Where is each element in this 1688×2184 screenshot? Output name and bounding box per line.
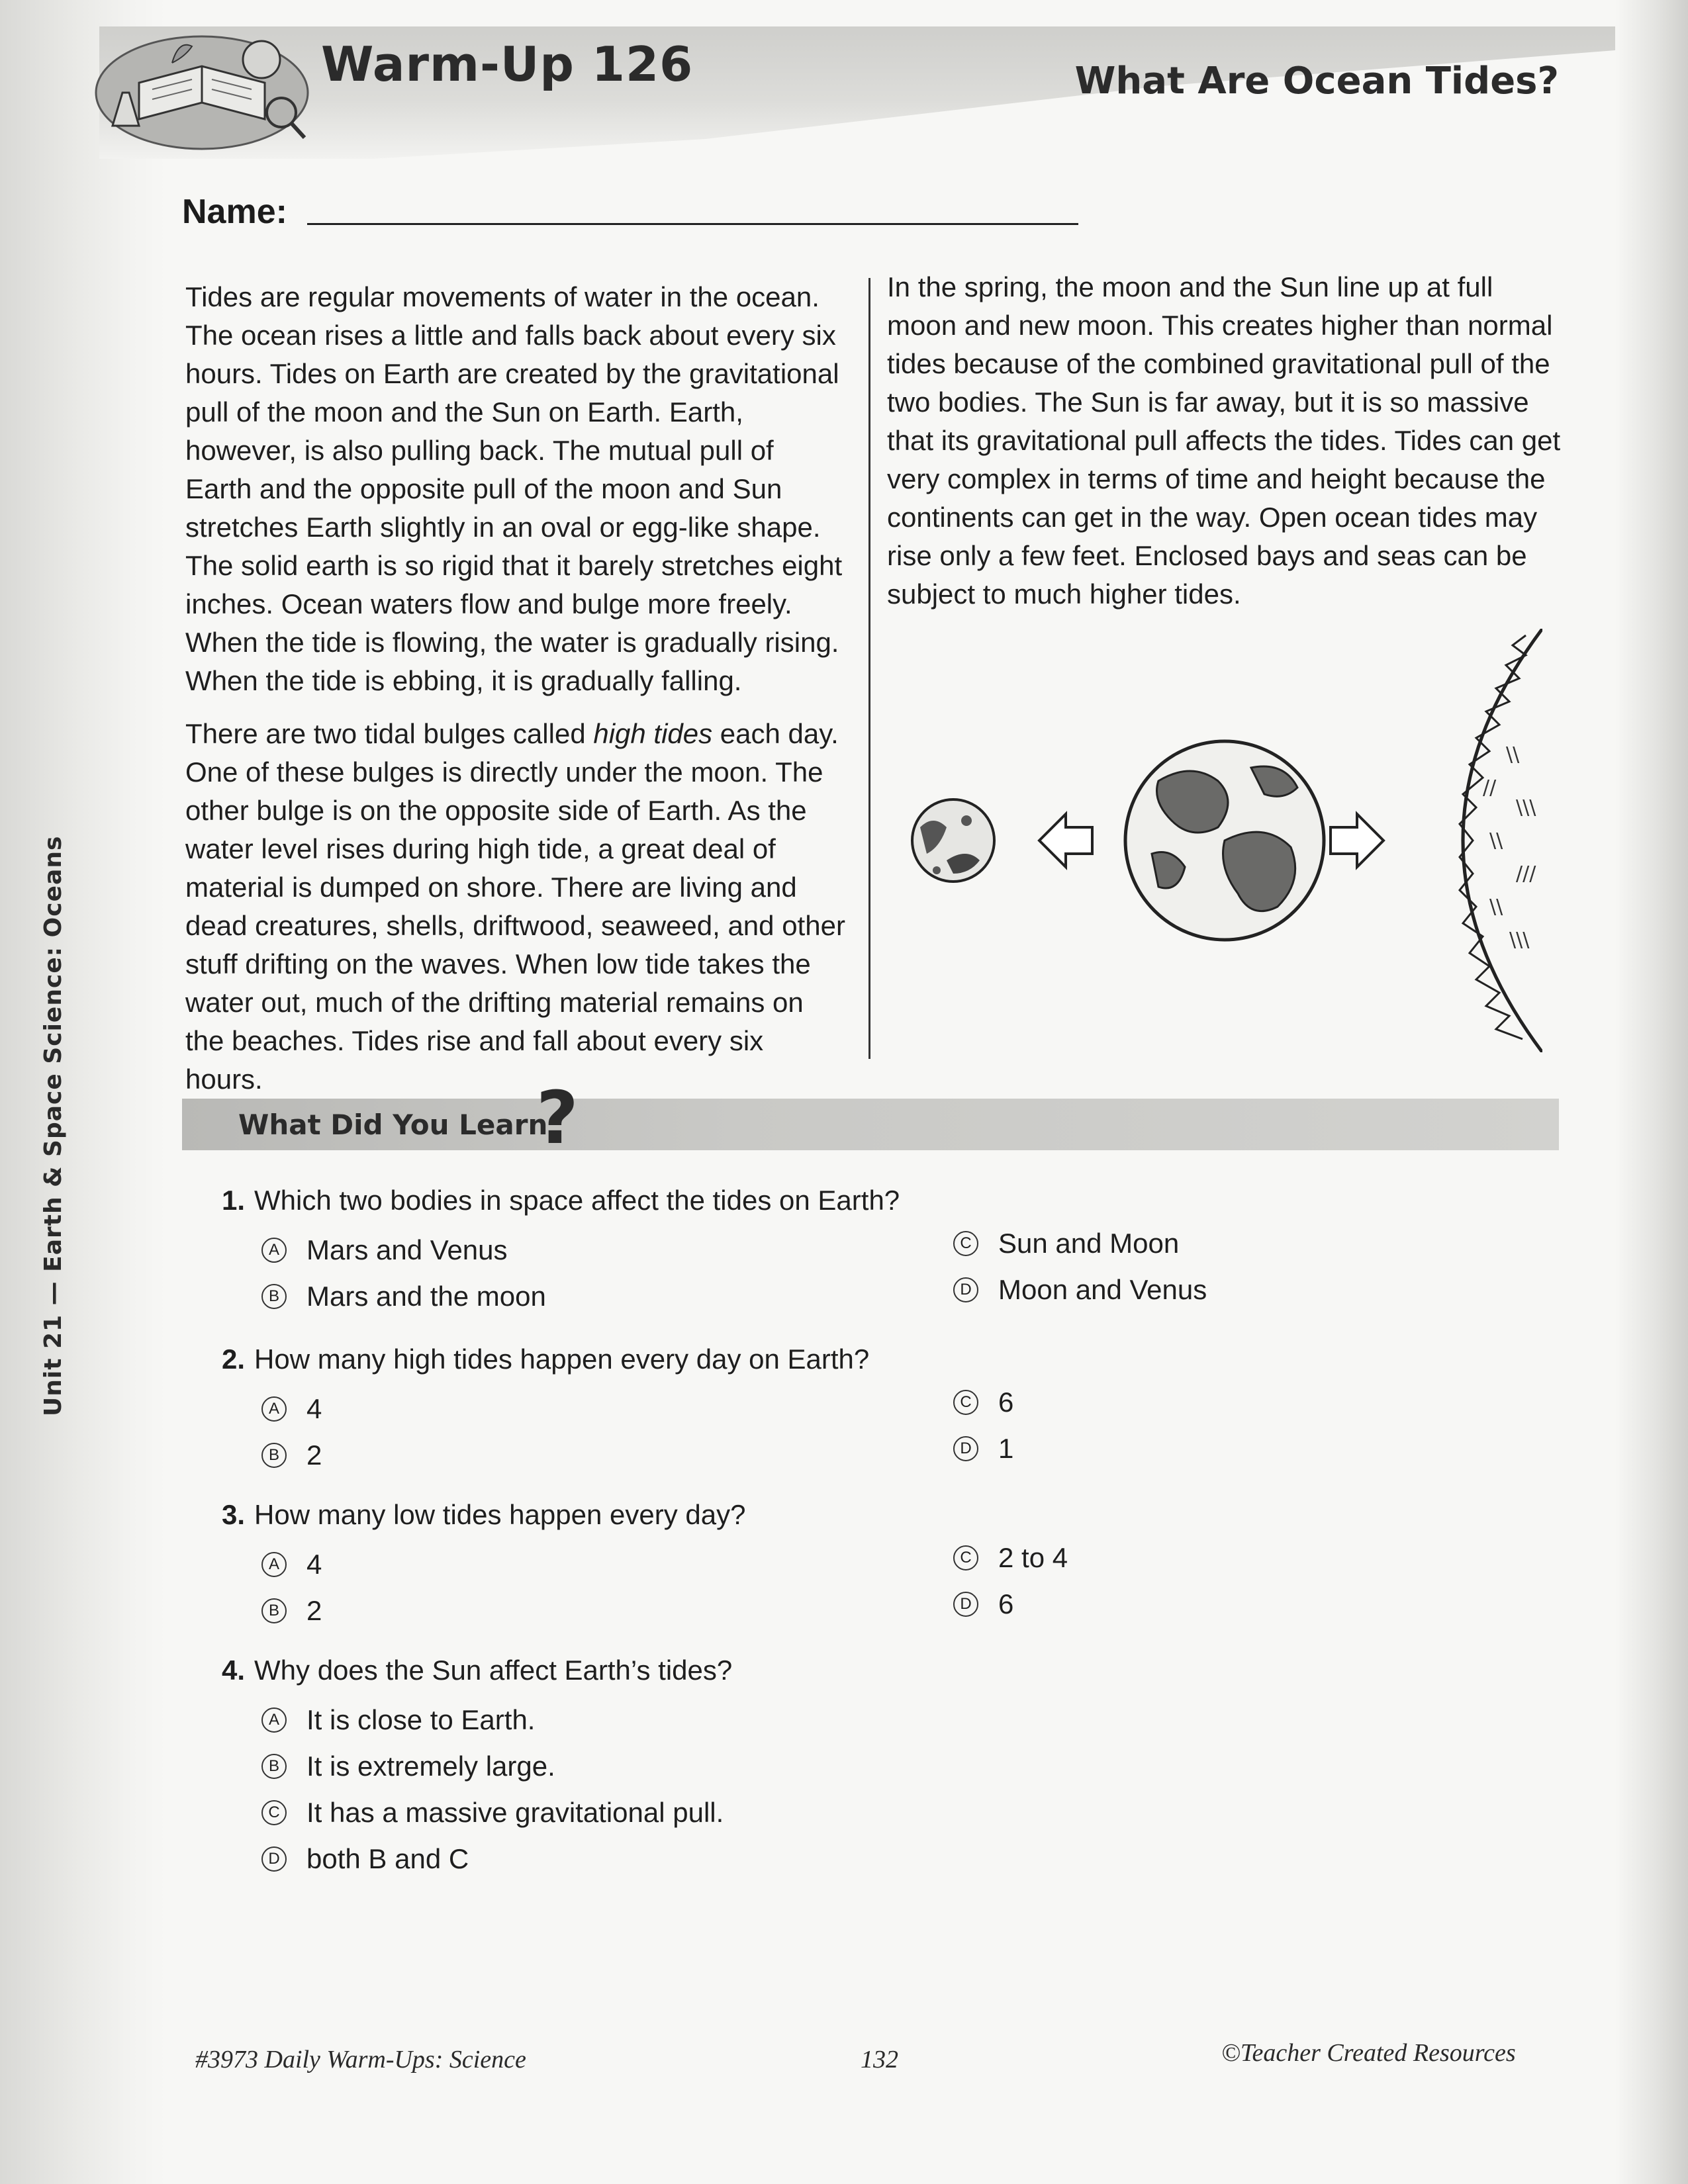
name-input-line[interactable] [307,223,1078,225]
answer-bubble[interactable]: D [953,1592,978,1617]
option-text: Sun and Moon [998,1228,1180,1259]
answer-bubble[interactable]: A [261,1238,287,1263]
option-text: 2 [306,1595,322,1626]
answer-bubble[interactable]: D [953,1436,978,1461]
book-science-icon [93,26,311,152]
q1-option-c[interactable] [953,1228,1179,1259]
svg-text://: // [1483,776,1497,799]
worksheet-title: Warm-Up 126 [321,36,694,92]
q1-option-a[interactable] [261,1234,508,1266]
q3-option-c[interactable] [953,1542,1068,1574]
option-text: Mars and the moon [306,1281,546,1312]
question-text: How many low tides happen every day? [254,1499,746,1530]
option-text: It has a massive gravitational pull. [306,1797,724,1828]
answer-bubble[interactable]: B [261,1284,287,1309]
footer-publisher: ©Teacher Created Resources [1221,2039,1516,2067]
question-mark-icon: ? [536,1075,579,1160]
moon-earth-sun-diagram [907,629,1542,1052]
page-right-shadow [1615,0,1688,2184]
paragraph-1: Tides are regular movements of water in the ocean. The ocean rises a little and falls back about every six hours. Tides on Earth are created by the gravitational pull of the moon and the Sun on Earth. Earth, however, is also pulling back. The mutual pull of Earth and the opposite pull of the moon and Sun stretches Earth slightly in an oval or egg-like shape. The solid earth is so rigid that it barely stretches eight inches. Ocean waters flow and bulge more freely. When the tide is flowing, the water is gradually rising. When the tide is ebbing, it is gradually falling. [185,281,843,696]
option-text: It is extremely large. [306,1751,555,1782]
paragraph-3: In the spring, the moon and the Sun line up at full moon and new moon. This creates higher than normal tides because of the combined gravitational pull of the two bodies. The Sun is far away, but it is so massive that its gravitational pull affects the tides. Tides can get very complex in terms of time and height because the continents can get in the way. Open ocean tides may rise only a few feet. Enclosed bays and seas can be subject to much higher tides. [887,271,1561,610]
answer-bubble[interactable]: C [261,1800,287,1825]
q2-option-a[interactable] [261,1393,322,1425]
option-text: 4 [306,1393,322,1424]
q1-option-d[interactable] [953,1274,1207,1306]
question-number: 3. [222,1499,246,1530]
answer-bubble[interactable]: C [953,1390,978,1415]
q2-option-c[interactable] [953,1387,1013,1418]
paragraph-2-start: There are two tidal bulges called [185,718,594,749]
option-text: Moon and Venus [998,1274,1207,1305]
footer-book-title: #3973 Daily Warm-Ups: Science [195,2046,526,2073]
page-left-shadow [0,0,165,2184]
q2-option-d[interactable] [953,1433,1013,1465]
left-arrow-icon [1039,814,1092,867]
question-text: How many high tides happen every day on Earth? [254,1343,870,1375]
earth-icon [1125,741,1324,940]
q3-option-a[interactable] [261,1549,322,1580]
option-text: 2 to 4 [998,1542,1068,1573]
answer-bubble[interactable]: A [261,1396,287,1422]
option-text: 1 [998,1433,1014,1464]
question-1 [222,1185,900,1216]
column-divider [868,278,870,1059]
question-number: 4. [222,1655,246,1686]
svg-text:\\: \\ [1489,829,1503,852]
q4-option-c[interactable] [261,1797,724,1829]
q3-option-b[interactable] [261,1595,322,1627]
answer-bubble[interactable]: D [953,1277,978,1302]
svg-text:\\\: \\\ [1516,796,1536,819]
answer-bubble[interactable]: A [261,1707,287,1733]
answer-bubble[interactable]: A [261,1552,287,1577]
svg-text:\\: \\ [1506,743,1520,766]
q2-option-b[interactable] [261,1439,322,1471]
option-text: 4 [306,1549,322,1580]
answer-bubble[interactable]: D [261,1846,287,1872]
question-4 [222,1655,732,1686]
answer-bubble[interactable]: C [953,1545,978,1570]
svg-text:\\: \\ [1489,895,1503,919]
paragraph-2-end: each day. One of these bulges is directly under the moon. The other bulge is on the opposite side of Earth. As the water level rises during high tide, a great deal of material is dumped on shore. There are living and dead creatures, shells, driftwood, seaweed, and other stuff drifting on the waves. When low tide takes the water out, much of the drifting material remains on the beaches. Tides rise and fall about every six hours. [185,718,845,1095]
high-tides-term: high tides [593,718,713,749]
svg-text:///: /// [1516,862,1536,886]
paragraph-2 [185,715,847,1099]
footer-page-number: 132 [861,2046,898,2073]
question-2 [222,1343,869,1375]
worksheet-subtitle: What Are Ocean Tides? [1074,60,1559,103]
answer-bubble[interactable]: B [261,1754,287,1779]
name-row [182,192,1078,232]
option-text: Mars and Venus [306,1234,508,1265]
name-label: Name: [182,193,287,231]
question-3 [222,1499,745,1531]
svg-text:\\\: \\\ [1509,929,1530,952]
option-text: It is close to Earth. [306,1704,536,1735]
q1-option-b[interactable] [261,1281,546,1312]
sun-icon [1460,629,1542,1052]
option-text: 2 [306,1439,322,1471]
q4-option-a[interactable] [261,1704,535,1736]
question-number: 2. [222,1343,246,1375]
answer-bubble[interactable]: B [261,1443,287,1468]
option-text: both B and C [306,1843,469,1874]
q4-option-d[interactable] [261,1843,469,1875]
answer-bubble[interactable]: B [261,1598,287,1623]
unit-sidebar-label: Unit 21 — Earth & Space Science: Oceans [40,835,67,1416]
question-text: Why does the Sun affect Earth’s tides? [254,1655,733,1686]
right-arrow-icon [1331,814,1383,867]
question-number: 1. [222,1185,246,1216]
q3-option-d[interactable] [953,1588,1013,1620]
option-text: 6 [998,1588,1014,1619]
answer-bubble[interactable]: C [953,1231,978,1256]
right-column [887,268,1569,628]
moon-icon [912,799,994,882]
what-did-you-learn-label: What Did You Learn [238,1109,548,1141]
q4-option-b[interactable] [261,1751,555,1782]
question-text: Which two bodies in space affect the tides on Earth? [254,1185,900,1216]
left-column [185,278,847,1113]
option-text: 6 [998,1387,1014,1418]
